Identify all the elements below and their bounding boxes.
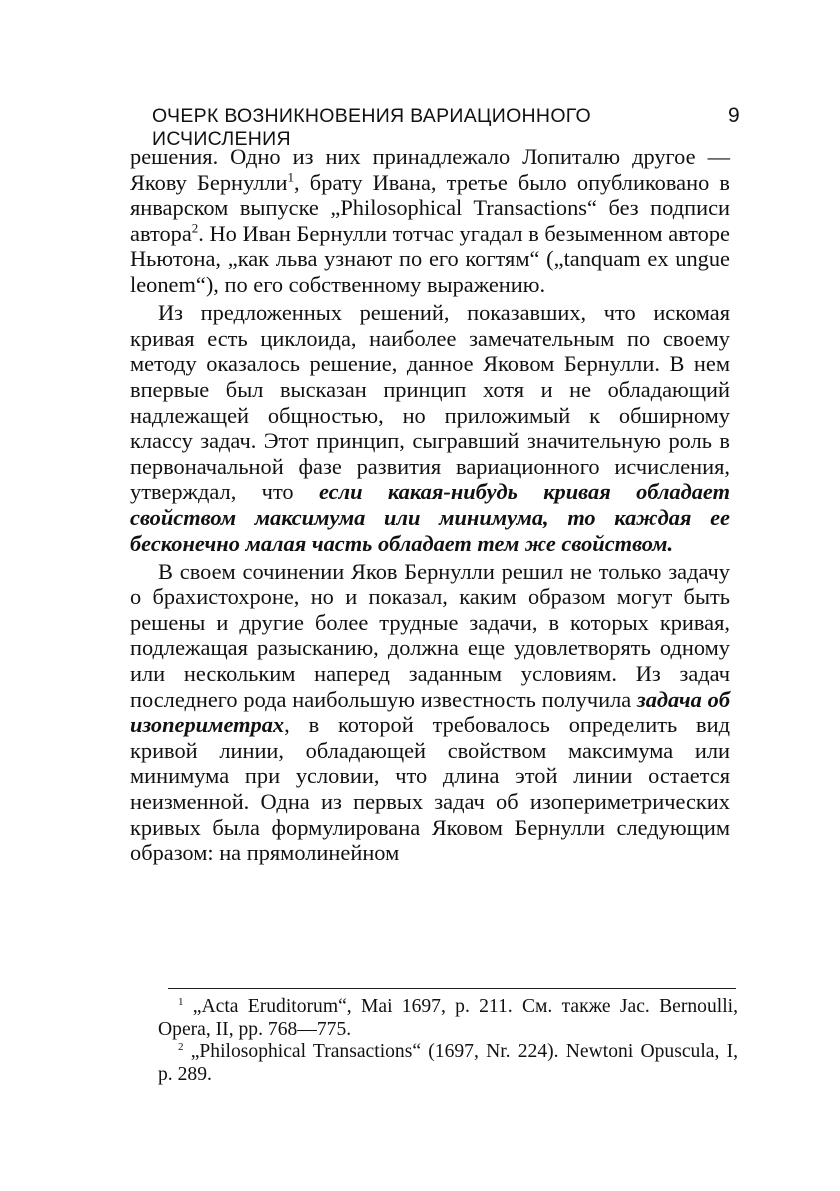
footnote-ref-1: 1 xyxy=(287,169,295,185)
paragraph-3-part-2: , в которой требовалось определить вид кривой линии, обладающей свойством максимума или минимума при условии, что длина этой линии остается неизменной. Одна из первых задач об изопериметрических кривых была формулирована Яковом Бернулли следующим образом: на прямолинейном xyxy=(130,712,730,866)
paragraph-1-part-1: решения. Одно из них принадлежало Лопиталю другое — Якову Бернулли xyxy=(130,144,730,195)
footnote-ref-2: 2 xyxy=(191,220,199,236)
paragraph-3 xyxy=(130,559,730,866)
body-text xyxy=(130,144,730,866)
paragraph-1 xyxy=(130,144,730,298)
paragraph-3-emphasis: задача об изопериметрах xyxy=(130,686,730,738)
paragraph-3-part-1: В своем сочинении Яков Бернулли решил не только задачу о брахистохроне, но и показал, каким образом могут быть решены и другие более трудные задачи, в которых кривая, подлежащая разысканию, должна еще удовлетворять одному или нескольким наперед заданным условиям. Из задач последнего рода наибольшую известность получила xyxy=(130,558,730,712)
footnote-2-marker: 2 xyxy=(178,1040,184,1053)
running-head-title: ОЧЕРК ВОЗНИКНОВЕНИЯ ВАРИАЦИОННОГО ИСЧИСЛЕНИЯ xyxy=(152,105,592,150)
paragraph-2-part-1: Из предложенных решений, показавших, что искомая кривая есть циклоида, наиболее замечательным по своему методу оказалось решение, данное Яковом Бернулли. В нем впервые был высказан принцип хотя и не обладающий надлежащей общностью, но приложимый к обширному классу задач. Этот принцип, сыгравший значительную роль в первоначальной фазе развития вариационного исчисления, утверждал, что xyxy=(130,300,730,505)
footnote-1-text: „Acta Eruditorum“, Mai 1697, p. 211. См. также Jac. Bernoulli, Opera, II, pp. 768—775. xyxy=(158,996,738,1040)
paragraph-2-emphasis: если какая-нибудь кривая обладает свойством максимума или минимума, то каждая ее бесконечно малая часть обладает тем же свойством. xyxy=(130,479,730,556)
paragraph-1-part-2: , брату Ивана, третье было опубликовано в январском выпуске „Philosophical Transactions“ без подписи автора xyxy=(130,169,730,246)
footnote-2-text: „Philosophical Transactions“ (1697, Nr. 224). Newtoni Opuscula, I, p. 289. xyxy=(158,1041,738,1085)
footnote-1-marker: 1 xyxy=(178,995,184,1008)
paragraph-2 xyxy=(130,300,730,556)
footnote-divider xyxy=(168,988,736,989)
paragraph-1-part-3: . Но Иван Бернулли тотчас угадал в безыменном авторе Ньютона, „как льва узнают по его когтям“ („tanquam ex ungue leonem“), по его собственному выражению. xyxy=(130,220,730,297)
footnotes xyxy=(158,996,738,1086)
footnote-1 xyxy=(158,996,738,1041)
footnote-2 xyxy=(158,1041,738,1086)
page-number: 9 xyxy=(728,104,740,127)
